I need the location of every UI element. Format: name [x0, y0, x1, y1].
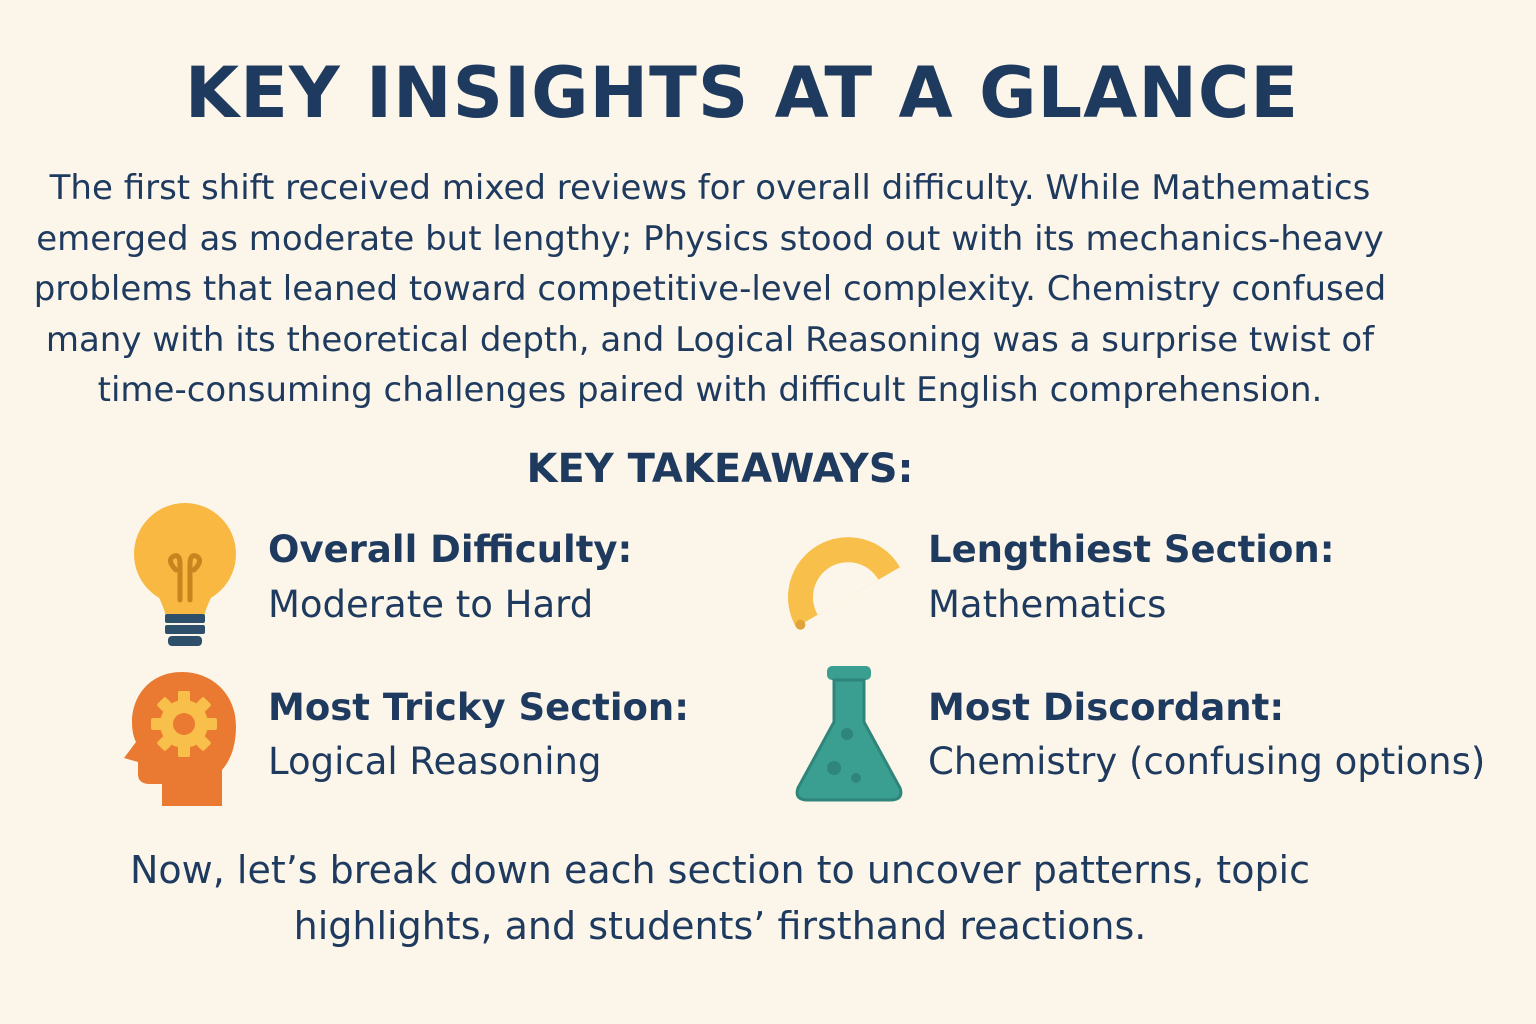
protractor-icon: [780, 520, 910, 640]
footer-line: highlights, and students’ firsthand reactions.: [293, 904, 1147, 948]
footer-line: Now, let’s break down each section to uncover patterns, topic: [129, 848, 1311, 892]
takeaway-value: Logical Reasoning: [268, 740, 602, 783]
takeaway-value: Mathematics: [928, 583, 1167, 626]
takeaway-value: Moderate to Hard: [268, 583, 594, 626]
takeaways-heading: KEY TAKEAWAYS:: [526, 446, 914, 492]
intro-line: The first shift received mixed reviews for overall difficulty. While Mathematics: [49, 168, 1371, 208]
takeaway-title: Most Discordant:: [928, 686, 1285, 729]
footer-paragraph: [0, 842, 1440, 954]
intro-line: emerged as moderate but lengthy; Physics stood out with its mechanics-heavy: [36, 218, 1384, 259]
page-title: KEY INSIGHTS AT A GLANCE: [184, 52, 1300, 134]
takeaway-value: Chemistry (confusing options): [928, 740, 1486, 783]
lightbulb-icon: [132, 502, 238, 650]
intro-line: problems that leaned toward competitive-level complexity. Chemistry confused: [33, 269, 1387, 309]
intro-paragraph: [20, 163, 1400, 416]
flask-icon: [794, 664, 904, 804]
head-gear-icon: [122, 670, 242, 808]
intro-line: time-consuming challenges paired with difficult English comprehension.: [97, 370, 1323, 410]
takeaway-title: Most Tricky Section:: [268, 686, 690, 729]
takeaway-title: Overall Difficulty:: [268, 528, 633, 571]
intro-line: many with its theoretical depth, and Logical Reasoning was a surprise twist of: [45, 319, 1375, 360]
takeaway-title: Lengthiest Section:: [928, 528, 1335, 571]
